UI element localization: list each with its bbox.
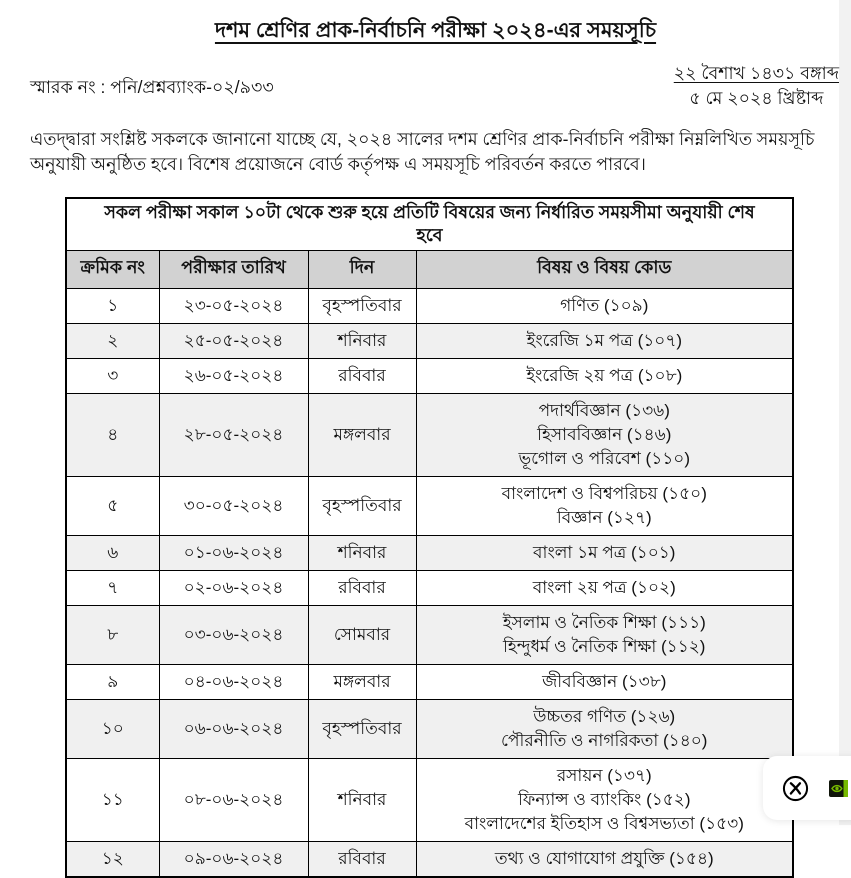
notice-paragraph: এতদ্দ্বারা সংশ্লিষ্ট সকলকে জানানো যাচ্ছে যে, ২০২৪ সালের দশম শ্রেণির প্রাক-নির্বাচনি পরীক্ষা নিম্নলিখিত সময়সূচি অনুযায়ী অনুষ্ঠিত হবে। বিশেষ প্রয়োজনে বোর্ড কর্তৃপক্ষ এ সময়সূচি পরিবর্তন করতে পারবে। (30, 129, 815, 174)
date-cell: ০৩-০৬-২০২৪ (159, 606, 308, 665)
table-row (66, 665, 793, 700)
day-cell: বৃহস্পতিবার (308, 477, 416, 536)
subjects-cell (416, 606, 793, 665)
day-cell: রবিবার (308, 571, 416, 606)
memo-number: স্মারক নং : পনি/প্রশ্নব্যাংক-০২/৯৩৩ (30, 77, 274, 97)
subject-line: পদার্থবিজ্ঞান (১৩৬) (538, 401, 670, 420)
subject-line: হিন্দুধর্ম ও নৈতিক শিক্ষা (১১২) (503, 637, 706, 656)
subject-line: পৌরনীতি ও নাগরিকতা (১৪০) (501, 731, 708, 750)
subject-line: ইংরেজি ২য় পত্র (১০৮) (526, 366, 683, 385)
subjects-cell (416, 359, 793, 394)
subject-line: বাংলাদেশ ও বিশ্বপরিচয় (১৫০) (501, 484, 707, 503)
day-cell: রবিবার (308, 842, 416, 878)
table-row (66, 359, 793, 394)
table-row (66, 842, 793, 878)
serial-cell: ১২ (66, 842, 159, 878)
serial-cell: ৩ (66, 359, 159, 394)
table-row (66, 477, 793, 536)
table-header-row (66, 251, 793, 289)
date-cell: ০৬-০৬-২০২৪ (159, 700, 308, 759)
xbox-icon[interactable] (782, 775, 809, 802)
date-cell: ০১-০৬-২০২৪ (159, 536, 308, 571)
subject-line: তথ্য ও যোগাযোগ প্রযুক্তি (১৫৪) (494, 849, 714, 868)
date-cell: ৩০-০৫-২০২৪ (159, 477, 308, 536)
table-banner: সকল পরীক্ষা সকাল ১০টা থেকে শুরু হয়ে প্রতিটি বিষয়ের জন্য নির্ধারিত সময়সীমা অনুযায়ী শেষ হবে (66, 198, 793, 251)
date-cell: ২৬-০৫-২০২৪ (159, 359, 308, 394)
memo-row (30, 61, 841, 111)
day-cell: মঙ্গলবার (308, 665, 416, 700)
subject-line: বাংলাদেশের ইতিহাস ও বিশ্বসভ্যতা (১৫৩) (464, 814, 744, 833)
subject-line: ইংরেজি ১ম পত্র (১০৭) (526, 331, 683, 350)
table-row (66, 759, 793, 842)
table-banner-row (66, 198, 793, 251)
subject-line: বাংলা ২য় পত্র (১০২) (532, 578, 676, 597)
date-block (674, 61, 839, 111)
day-cell: সোমবার (308, 606, 416, 665)
subject-line: ফিন্যান্স ও ব্যাংকিং (১৫২) (518, 790, 691, 809)
subjects-cell (416, 324, 793, 359)
date-cell: ২৫-০৫-২০২৪ (159, 324, 308, 359)
subject-line: গণিত (১০৯) (560, 296, 649, 315)
subjects-cell (416, 842, 793, 878)
subject-line: ইসলাম ও নৈতিক শিক্ষা (১১১) (502, 613, 706, 632)
subjects-cell (416, 571, 793, 606)
subject-line: ভূগোল ও পরিবেশ (১১০) (518, 449, 690, 468)
serial-cell: ১ (66, 289, 159, 324)
serial-cell: ৬ (66, 536, 159, 571)
serial-cell: ৪ (66, 394, 159, 477)
subjects-cell (416, 477, 793, 536)
day-cell: শনিবার (308, 536, 416, 571)
serial-cell: ২ (66, 324, 159, 359)
date-gregorian: ৫ মে ২০২৪ খ্রিষ্টাব্দ (689, 88, 824, 108)
table-row (66, 700, 793, 759)
exam-schedule-table (65, 197, 794, 878)
serial-cell: ৯ (66, 665, 159, 700)
table-row (66, 536, 793, 571)
subjects-cell (416, 665, 793, 700)
subject-line: বাংলা ১ম পত্র (১০১) (533, 543, 676, 562)
date-cell: ০৯-০৬-২০২৪ (159, 842, 308, 878)
day-cell: বৃহস্পতিবার (308, 700, 416, 759)
date-cell: ০৪-০৬-২০২৪ (159, 665, 308, 700)
header-date: পরীক্ষার তারিখ (159, 251, 308, 289)
table-row (66, 289, 793, 324)
day-cell: শনিবার (308, 324, 416, 359)
subject-line: জীববিজ্ঞান (১৩৮) (542, 672, 667, 691)
nvidia-geforce-icon[interactable] (829, 780, 848, 797)
day-cell: শনিবার (308, 759, 416, 842)
subjects-cell (416, 759, 793, 842)
day-cell: রবিবার (308, 359, 416, 394)
day-cell: বৃহস্পতিবার (308, 289, 416, 324)
date-cell: ০২-০৬-২০২৪ (159, 571, 308, 606)
serial-cell: ৮ (66, 606, 159, 665)
game-bar-overlay[interactable] (763, 756, 851, 820)
subjects-cell (416, 289, 793, 324)
date-cell: ০৮-০৬-২০২৪ (159, 759, 308, 842)
header-subject: বিষয় ও বিষয় কোড (416, 251, 793, 289)
subjects-cell (416, 394, 793, 477)
date-cell: ২৮-০৫-২০২৪ (159, 394, 308, 477)
header-day: দিন (308, 251, 416, 289)
subject-line: উচ্চতর গণিত (১২৬) (533, 707, 676, 726)
serial-cell: ৭ (66, 571, 159, 606)
day-cell: মঙ্গলবার (308, 394, 416, 477)
table-row (66, 324, 793, 359)
subject-line: হিসাববিজ্ঞান (১৪৬) (537, 425, 672, 444)
serial-cell: ১০ (66, 700, 159, 759)
page-title-text: দশম শ্রেণির প্রাক-নির্বাচনি পরীক্ষা ২০২৪-এর সময়সূচি (214, 19, 657, 42)
table-row (66, 571, 793, 606)
serial-cell: ১১ (66, 759, 159, 842)
date-bangla: ২২ বৈশাখ ১৪৩১ বঙ্গাব্দ (673, 63, 839, 83)
subjects-cell (416, 700, 793, 759)
subject-line: রসায়ন (১৩৭) (556, 766, 652, 785)
subject-line: বিজ্ঞান (১২৭) (556, 508, 652, 527)
subjects-cell (416, 536, 793, 571)
header-serial: ক্রমিক নং (66, 251, 159, 289)
table-row (66, 394, 793, 477)
page-title (60, 14, 811, 49)
date-cell: ২৩-০৫-২০২৪ (159, 289, 308, 324)
serial-cell: ৫ (66, 477, 159, 536)
table-row (66, 606, 793, 665)
